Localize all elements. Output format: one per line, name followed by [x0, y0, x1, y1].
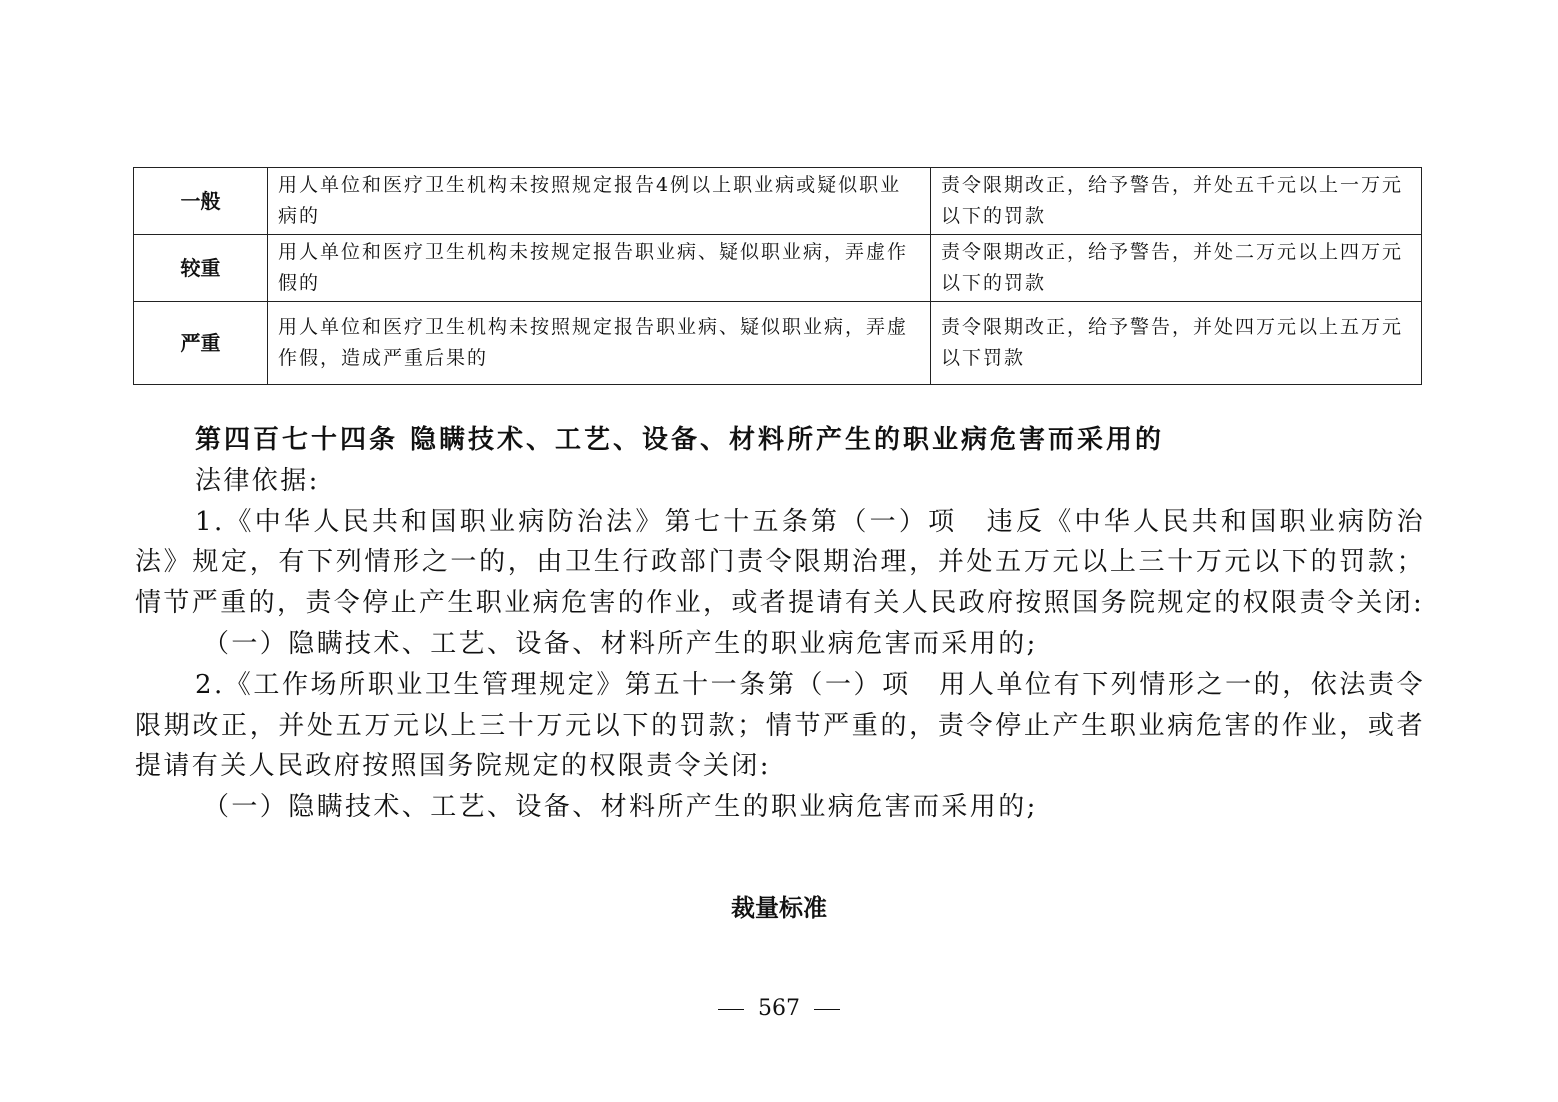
legal-basis-item-1: （一）隐瞒技术、工艺、设备、材料所产生的职业病危害而采用的;: [203, 628, 1038, 659]
legal-basis-label: 法律依据:: [195, 465, 320, 496]
table-row: [134, 235, 1422, 302]
severity-level-cell: 严重: [134, 302, 268, 385]
legal-basis-paragraph-1: 1.《中华人民共和国职业病防治法》第七十五条第（一）项 违反《中华人民共和国职业病防治法》规定，有下列情形之一的，由卫生行政部门责令限期治理，并处五万元以上三十万元以下的罚款；情节严重的，责令停止产生职业病危害的作业，或者提请有关人民政府按照国务院规定的权限责令关闭:: [135, 506, 1425, 619]
section-title: 裁量标准: [731, 894, 827, 922]
legal-basis-paragraph-2: 2.《工作场所职业卫生管理规定》第五十一条第（一）项 用人单位有下列情形之一的，依法责令限期改正，并处五万元以上三十万元以下的罚款；情节严重的，责令停止产生职业病危害的作业，或者提请有关人民政府按照国务院规定的权限责令关闭:: [135, 669, 1425, 782]
page-number: 567: [758, 996, 800, 1021]
violation-situation-cell: 用人单位和医疗卫生机构未按规定报告职业病、疑似职业病，弄虚作假的: [268, 235, 931, 302]
violation-situation-cell: 用人单位和医疗卫生机构未按照规定报告4例以上职业病或疑似职业病的: [268, 168, 931, 235]
severity-level-cell: 一般: [134, 168, 268, 235]
penalty-cell: 责令限期改正，给予警告，并处四万元以上五万元以下罚款: [931, 302, 1422, 385]
right-dash: [814, 1009, 840, 1010]
table-row: [134, 302, 1422, 385]
severity-level-cell: 较重: [134, 235, 268, 302]
table-row: [134, 168, 1422, 235]
penalty-cell: 责令限期改正，给予警告，并处五千元以上一万元以下的罚款: [931, 168, 1422, 235]
legal-basis-item-2: （一）隐瞒技术、工艺、设备、材料所产生的职业病危害而采用的;: [203, 792, 1038, 823]
left-dash: [718, 1009, 744, 1010]
page-footer: [0, 992, 1558, 1026]
violation-situation-cell: 用人单位和医疗卫生机构未按照规定报告职业病、疑似职业病，弄虚作假，造成严重后果的: [268, 302, 931, 385]
article-heading: 第四百七十四条 隐瞒技术、工艺、设备、材料所产生的职业病危害而采用的: [195, 425, 1165, 455]
article-body: [135, 420, 1425, 828]
discretion-table: [133, 167, 1422, 385]
penalty-cell: 责令限期改正，给予警告，并处二万元以上四万元以下的罚款: [931, 235, 1422, 302]
